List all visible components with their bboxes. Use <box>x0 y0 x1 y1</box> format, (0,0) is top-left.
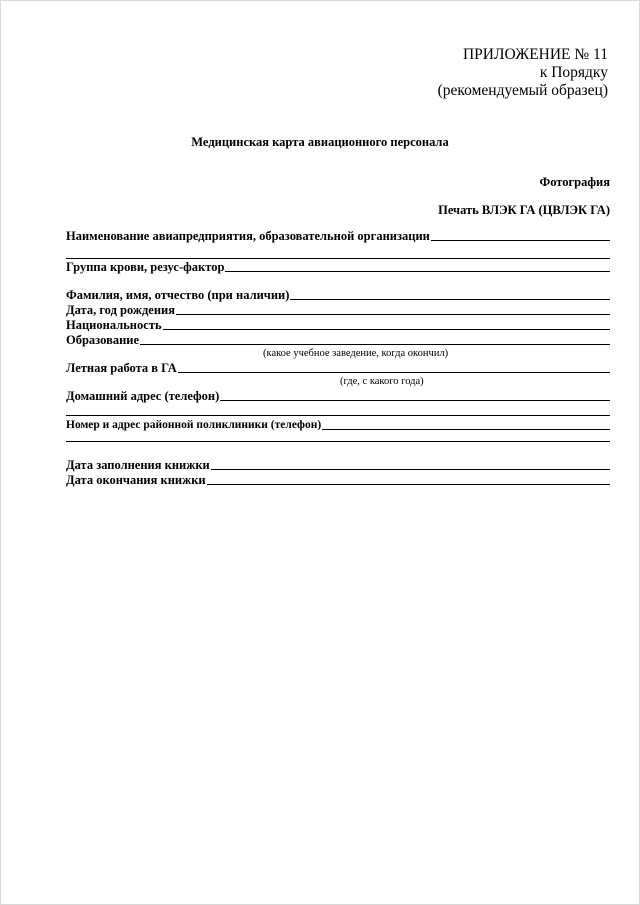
clinic-line[interactable] <box>322 428 610 430</box>
fill-date-field[interactable] <box>66 458 610 472</box>
end-date-label: Дата окончания книжки <box>66 473 206 487</box>
photo-label: Фотография <box>539 175 610 189</box>
blood-group-line[interactable] <box>225 270 610 272</box>
nationality-field[interactable] <box>66 318 610 332</box>
blood-group-field[interactable] <box>66 260 610 274</box>
flight-work-hint: (где, с какого года) <box>340 376 424 387</box>
appendix-reference: к Порядку <box>539 64 608 81</box>
fill-date-line[interactable] <box>211 468 610 470</box>
appendix-number: ПРИЛОЖЕНИЕ № 11 <box>462 46 608 63</box>
education-line[interactable] <box>140 343 610 345</box>
end-date-field[interactable] <box>66 473 610 487</box>
full-name-field[interactable] <box>66 288 610 302</box>
full-name-label: Фамилия, имя, отчество (при наличии) <box>66 288 290 302</box>
education-field[interactable] <box>66 333 610 347</box>
stamp-label: Печать ВЛЭК ГА (ЦВЛЭК ГА) <box>438 203 610 217</box>
full-name-line[interactable] <box>290 298 610 300</box>
home-address-field[interactable] <box>66 389 610 403</box>
organization-line[interactable] <box>431 239 610 241</box>
nationality-label: Национальность <box>66 318 162 332</box>
home-address-label: Домашний адрес (телефон) <box>66 389 220 403</box>
organization-label: Наименование авиапредприятия, образовательной организации <box>66 229 430 243</box>
birth-date-field[interactable] <box>66 303 610 317</box>
organization-extra-line[interactable] <box>66 258 610 259</box>
flight-work-field[interactable] <box>66 361 610 375</box>
nationality-line[interactable] <box>163 328 610 330</box>
birth-date-line[interactable] <box>176 313 610 315</box>
flight-work-line[interactable] <box>178 371 610 373</box>
end-date-line[interactable] <box>207 483 610 485</box>
document-title: Медицинская карта авиационного персонала <box>191 135 449 149</box>
flight-work-label: Летная работа в ГА <box>66 361 177 375</box>
appendix-note: (рекомендуемый образец) <box>437 82 608 99</box>
clinic-field[interactable] <box>66 418 610 432</box>
appendix-header <box>438 46 608 100</box>
education-hint: (какое учебное заведение, когда окончил) <box>263 348 449 359</box>
blood-group-label: Группа крови, резус-фактор <box>66 260 225 274</box>
organization-field[interactable] <box>66 229 610 243</box>
home-address-line[interactable] <box>220 399 610 401</box>
clinic-label: Номер и адрес районной поликлиники (телефон) <box>66 419 322 431</box>
clinic-extra-line[interactable] <box>66 441 610 442</box>
home-address-extra-line[interactable] <box>66 415 610 416</box>
fill-date-label: Дата заполнения книжки <box>66 458 210 472</box>
education-label: Образование <box>66 333 140 347</box>
birth-date-label: Дата, год рождения <box>66 303 176 317</box>
